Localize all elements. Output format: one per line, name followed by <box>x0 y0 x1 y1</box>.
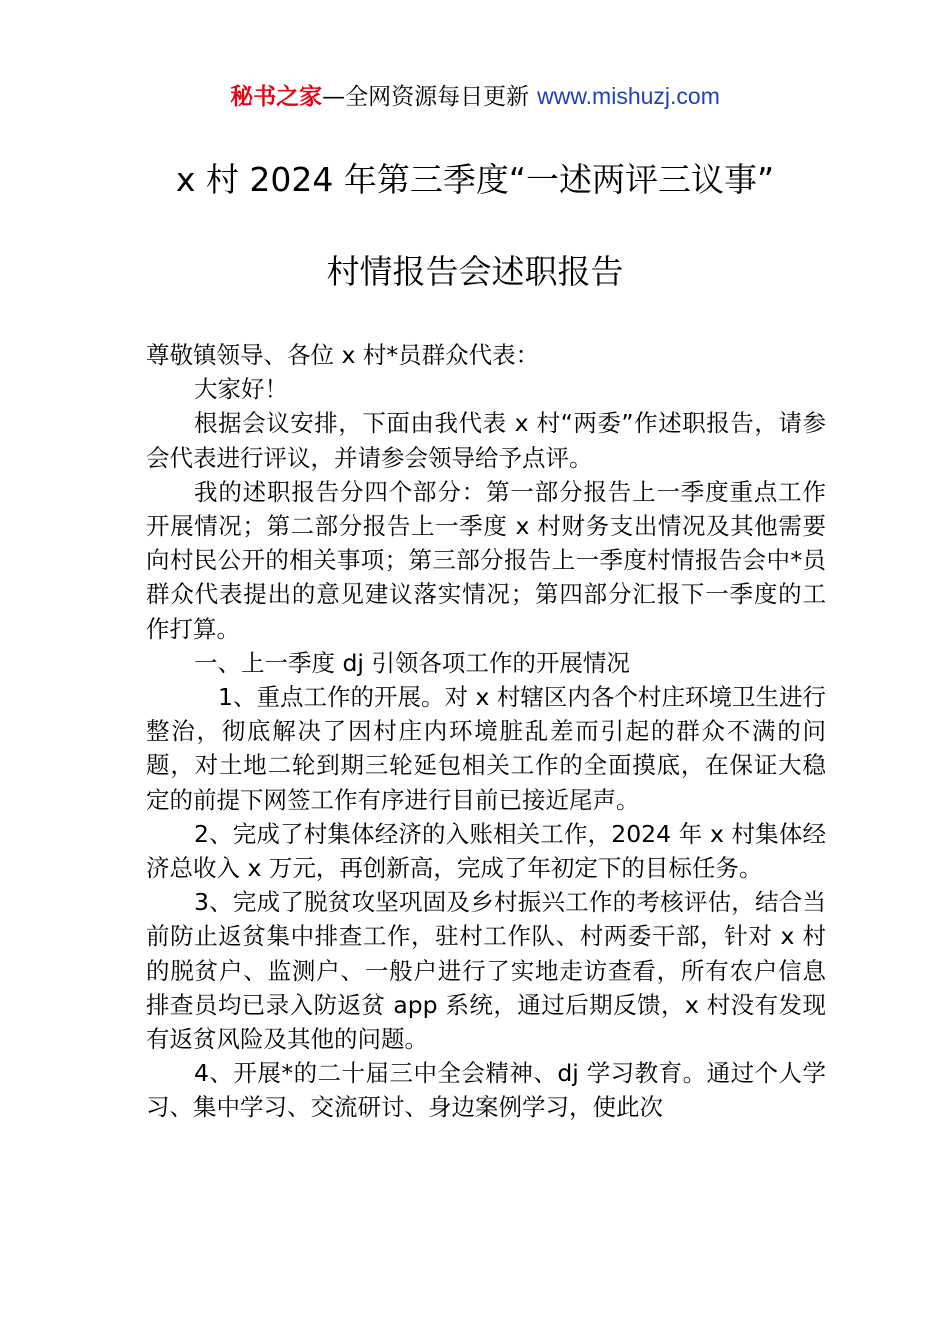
body-paragraph: 根据会议安排，下面由我代表 x 村“两委”作述职报告，请参会代表进行评议，并请参会领导给予点评。 <box>146 409 826 472</box>
document-title-line1: x 村 2024 年第三季度“一述两评三议事” <box>175 160 775 199</box>
site-header <box>0 80 950 113</box>
brand-name: 秘书之家 <box>230 84 323 110</box>
document-body <box>146 338 826 1125</box>
header-tagline: —全网资源每日更新 <box>322 84 530 110</box>
body-paragraph: 我的述职报告分四个部分：第一部分报告上一季度重点工作开展情况；第二部分报告上一季度 x 村财务支出情况及其他需要向村民公开的相关事项；第三部分报告上一季度村情报告会中*员群众代表提出的意见建议落实情况；第四部分汇报下一季度的工作打算。 <box>146 477 826 643</box>
salutation: 尊敬镇领导、各位 x 村*员群众代表： <box>146 341 540 369</box>
site-url-link[interactable]: www.mishuzj.com <box>537 83 720 109</box>
list-item: 1、重点工作的开展。对 x 村辖区内各个村庄环境卫生进行整治，彻底解决了因村庄内环境脏乱差而引起的群众不满的问题，对土地二轮到期三轮延包相关工作的全面摸底，在保证大稳定的前提下网签工作有序进行目前已接近尾声。 <box>146 683 826 814</box>
list-item: 4、开展*的二十届三中全会精神、dj 学习教育。通过个人学习、集中学习、交流研讨、身边案例学习，使此次 <box>146 1059 826 1122</box>
section-heading: 一、上一季度 dj 引领各项工作的开展情况 <box>194 648 630 677</box>
list-item: 2、完成了村集体经济的入账相关工作，2024 年 x 村集体经济总收入 x 万元，再创新高，完成了年初定下的目标任务。 <box>146 819 826 883</box>
greeting: 大家好！ <box>194 375 288 404</box>
list-item: 3、完成了脱贫攻坚巩固及乡村振兴工作的考核评估，结合当前防止返贫集中排查工作，驻村工作队、村两委干部，针对 x 村的脱贫户、监测户、一般户进行了实地走访查看，所有农户信息排查员均已录入防返贫 app 系统，通过后期反馈，x 村没有发现有返贫风险及其他的问题。 <box>146 888 826 1054</box>
document-title-line2: 村情报告会述职报告 <box>326 252 624 291</box>
